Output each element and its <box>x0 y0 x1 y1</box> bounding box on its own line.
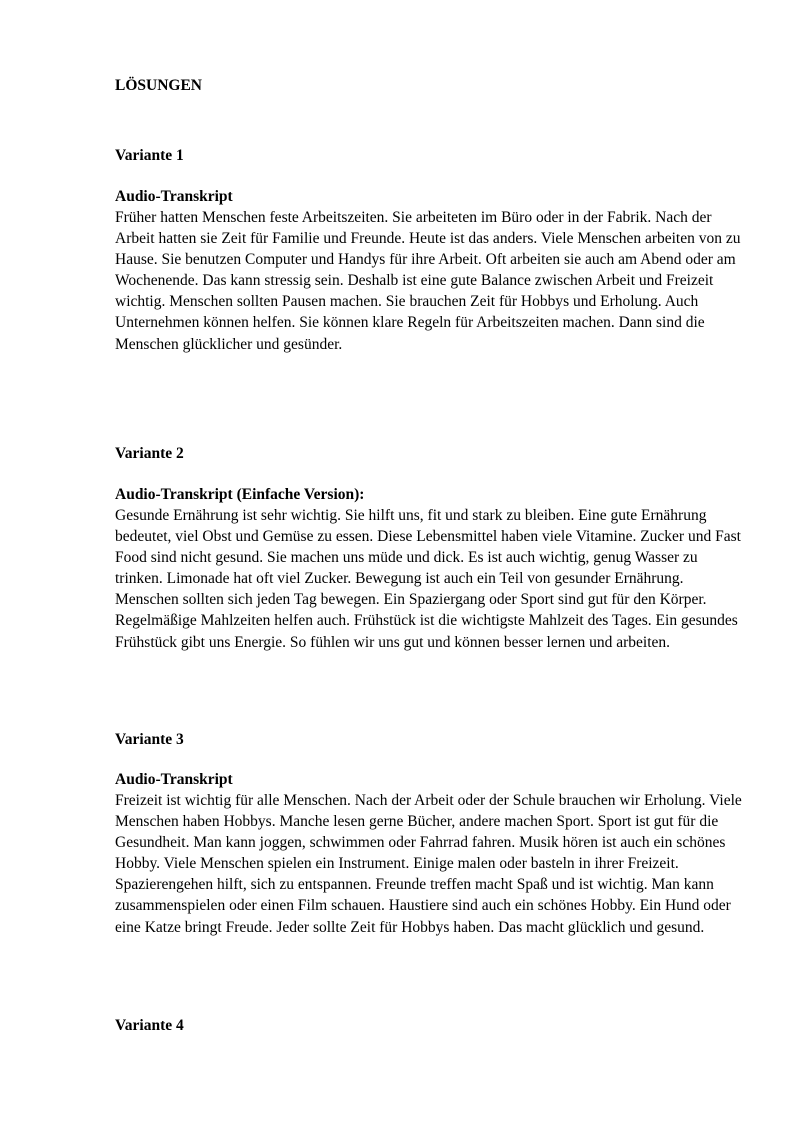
section-heading-variante-1: Variante 1 <box>115 147 184 164</box>
transcript-paragraph: Früher hatten Menschen feste Arbeitszeiten. Sie arbeiteten im Büro oder in der Fabrik. Nach der Arbeit hatten sie Zeit für Familie und Freunde. Heute ist das anders. Viele Menschen arbeiten von zu Hause. Sie benutzen Computer und Handys für ihre Arbeit. Oft arbeiten sie auch am Abend oder am Wochenende. Das kann stressig sein. Deshalb ist eine gute Balance zwischen Arbeit und Freizeit wichtig. Menschen sollten Pausen machen. Sie brauchen Zeit für Hobbys und Erholung. Auch Unternehmen können helfen. Sie können klare Regeln für Arbeitszeiten machen. Dann sind die Menschen glücklicher und gesünder. <box>115 209 741 353</box>
section-heading-variante-2: Variante 2 <box>115 445 184 462</box>
section-subheading: Audio-Transkript <box>115 188 233 205</box>
document-title: LÖSUNGEN <box>115 77 202 94</box>
section-subheading: Audio-Transkript (Einfache Version): <box>115 486 365 503</box>
section-heading-variante-4: Variante 4 <box>115 1017 184 1034</box>
transcript-paragraph: Freizeit ist wichtig für alle Menschen. Nach der Arbeit oder der Schule brauchen wir Erholung. Viele Menschen haben Hobbys. Manche lesen gerne Bücher, andere machen Sport. Sport ist gut für die Gesundheit. Man kann joggen, schwimmen oder Fahrrad fahren. Musik hören ist auch ein schönes Hobby. Viele Menschen spielen ein Instrument. Einige malen oder basteln in ihrer Freizeit. Spazierengehen hilft, sich zu entspannen. Freunde treffen macht Spaß und ist wichtig. Man kann zusammenspielen oder einen Film schauen. Haustiere sind auch ein schönes Hobby. Ein Hund oder eine Katze bringt Freude. Jeder sollte Zeit für Hobbys haben. Das macht glücklich und gesund. <box>115 792 742 936</box>
section-variante-1 <box>115 186 747 355</box>
section-variante-3 <box>115 769 747 938</box>
transcript-paragraph: Gesunde Ernährung ist sehr wichtig. Sie hilft uns, fit und stark zu bleiben. Eine gute Ernährung bedeutet, viel Obst und Gemüse zu essen. Diese Lebensmittel haben viele Vitamine. Zucker und Fast Food sind nicht gesund. Sie machen uns müde und dick. Es ist auch wichtig, genug Wasser zu trinken. Limonade hat oft viel Zucker. Bewegung ist auch ein Teil von gesunder Ernährung. Menschen sollten sich jeden Tag bewegen. Ein Spaziergang oder Sport sind gut für den Körper. Regelmäßige Mahlzeiten helfen auch. Frühstück ist die wichtigste Mahlzeit des Tages. Ein gesundes Frühstück gibt uns Energie. So fühlen wir uns gut und können besser lernen und arbeiten. <box>115 507 741 651</box>
section-heading-variante-3: Variante 3 <box>115 731 184 748</box>
section-variante-2 <box>115 484 747 653</box>
section-subheading: Audio-Transkript <box>115 771 233 788</box>
